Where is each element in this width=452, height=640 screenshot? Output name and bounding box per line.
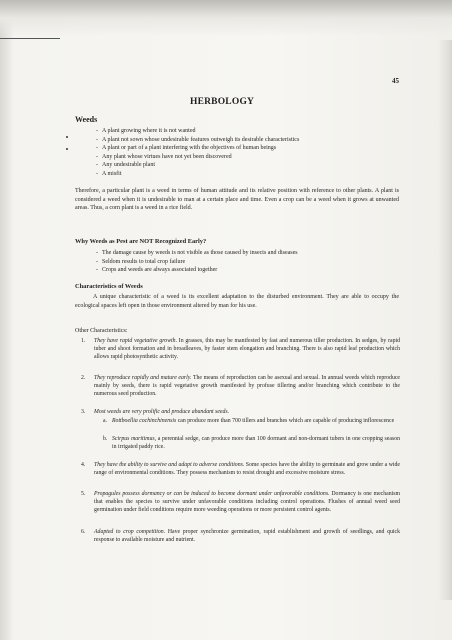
item-text: The means of reproduction can be asexual and sexual. In annual weeds which reproduce mainly by seeds, there is rapid vegetative growth manifested by profuse tillering and/or branching which contribute to the numerous seed production. — [94, 375, 400, 398]
list-item: - A misfit — [96, 170, 122, 177]
item-number: 6. — [81, 529, 86, 535]
item-number: 1. — [81, 338, 86, 344]
subitem-letter: a. — [103, 418, 108, 424]
scan-edge-line — [0, 38, 60, 39]
bullet-text: Seldom results to total crop failure — [102, 258, 186, 265]
bullet-text: A plant not sown whose undesirable features outweigh its desirable characteristics — [102, 136, 300, 143]
characteristic-item-4 — [81, 461, 400, 477]
item-number: 4. — [81, 462, 86, 468]
bullet-text: A plant growing where it is not wanted — [102, 128, 196, 134]
characteristic-subitem-b — [103, 435, 400, 451]
subitem-text: , a perennial sedge, can produce more than 100 dormant and non-dormant tubers in one cropping season in irrigated paddy rice. — [112, 436, 400, 451]
bullet-text: Any undesirable plant — [102, 162, 155, 168]
item-lead: They have rapid vegetative growth. — [94, 338, 178, 344]
page-edge — [438, 40, 452, 600]
bullet-text: A misfit — [102, 170, 122, 177]
item-lead: They reproduce rapidly and mature early. — [94, 375, 192, 381]
subitem-text: can produce more than 700 tillers and branches which are capable of producing inflorescence — [176, 418, 395, 424]
item-text: Some species have the ability to germinate and grow under a wide range of environmental conditions. They possess mechanism to resist drought and excessive moisture stress. — [94, 462, 400, 477]
list-item: - Seldom results to total crop failure — [96, 258, 186, 265]
list-item: - Any plant whose virtues have not yet been discovered — [96, 153, 232, 160]
section-heading-characteristics: Characteristics of Weeds — [75, 283, 143, 290]
characteristics-paragraph: A unique characteristic of a weed is its excellent adaptation to the disturbed environment. They are able to occupy the ecological spaces left open in those environment altered by man for his use. — [75, 294, 399, 309]
list-item: - The damage cause by weeds is not visible as those caused by insects and diseases — [96, 250, 298, 256]
subitem-lead: Rottboellia cochinchinensis — [112, 418, 177, 424]
list-item: - A plant growing where it is not wanted — [96, 128, 196, 134]
item-number: 2. — [81, 375, 86, 381]
subitem-letter: b. — [103, 436, 108, 442]
list-item: - Crops and weeds are always associated together — [96, 267, 218, 273]
characteristic-item-3 — [81, 408, 400, 416]
item-lead: Adapted to crop competition. — [94, 529, 166, 535]
page-number: 45 — [392, 77, 399, 85]
item-lead: They have the ability to survive and adapt to adverse conditions. — [94, 462, 245, 468]
other-characteristics-heading: Other Characteristics: — [75, 328, 128, 334]
weeds-paragraph: Therefore, a particular plant is a weed in terms of human attitude and its relative position with reference to other plants. A plant is considered a weed when it is undesirable to man at a certain place and time. Even a crop can be a weed when it grows at unwanted areas. Thus, a corn plant is a weed in a rice field. — [75, 188, 399, 212]
bullet-text: The damage cause by weeds is not visible as those caused by insects and diseases — [102, 250, 298, 256]
characteristic-item-5 — [81, 490, 400, 514]
item-text: In grasses, this may be manifested by fast and numerous tiller production. In sedges, by rapid tuber and shoot formation and in broadleaves, by faster stem elongation and branching. There is also rapid leaf production which allows rapid photosynthetic activity. — [94, 338, 400, 361]
characteristic-subitem-a — [103, 417, 400, 425]
list-item: - A plant or part of a plant interfering with the objectives of human beings — [96, 145, 277, 151]
characteristic-item-6 — [81, 528, 400, 544]
bullet-text: Crops and weeds are always associated together — [102, 267, 218, 273]
page-title: HERBOLOGY — [190, 97, 255, 107]
bullet-text: A plant or part of a plant interfering with the objectives of human beings — [102, 145, 277, 151]
item-text: Have proper synchronize germination, rapid establishment and growth of seedlings, and quick response to available moisture and nutrient. — [94, 529, 400, 544]
item-text: Dormancy is one mechanism that enables the species to survive under unfavorable conditions including control operations. Flushes of annual weed seed germination under field conditions require more weeding operations or more persistent control agents. — [94, 491, 400, 514]
item-number: 5. — [81, 491, 86, 497]
characteristic-item-2 — [81, 374, 400, 398]
list-item: - Any undesirable plant — [96, 162, 155, 168]
scan-speck — [66, 148, 68, 150]
item-lead: Propagules possess dormancy or can be induced to become dormant under unfavorable conditions. — [94, 491, 330, 497]
bullet-text: Any plant whose virtues have not yet been discovered — [102, 153, 232, 160]
item-number: 3. — [81, 409, 86, 415]
section-heading-pest: Why Weeds as Pest are NOT Recognized Early? — [75, 238, 207, 245]
item-lead: Most weeds are very prolific and produce abundant seeds. — [94, 409, 230, 415]
scan-speck — [66, 136, 68, 138]
list-item: - A plant not sown whose undesirable features outweigh its desirable characteristics — [96, 136, 300, 143]
scan-shadow — [0, 0, 452, 36]
section-heading-weeds: Weeds — [75, 115, 98, 124]
subitem-lead: Scirpus maritimus — [112, 436, 155, 442]
characteristic-item-1 — [81, 337, 400, 361]
